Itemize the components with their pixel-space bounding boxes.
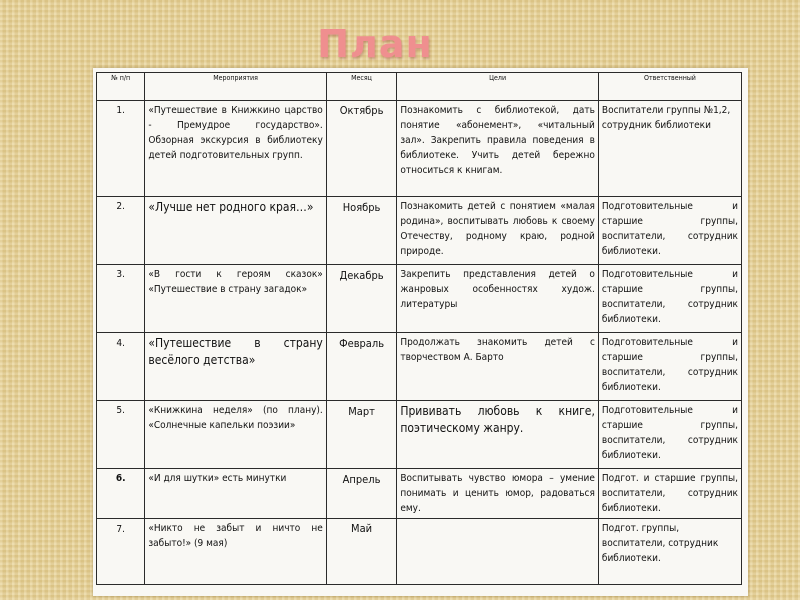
row-event: «Путешествие в страну весёлого детства»	[145, 333, 326, 401]
row-responsible: Подготовительные и старшие группы, воспитатели, сотрудник библиотеки.	[598, 401, 741, 469]
row-num: 6.	[97, 469, 145, 519]
row-event: «Книжкина неделя» (по плану). «Солнечные капельки поэзии»	[145, 401, 326, 469]
row-month: Декабрь	[326, 265, 397, 333]
table-row	[97, 101, 742, 197]
row-event: «В гости к героям сказок» «Путешествие в страну загадок»	[145, 265, 326, 333]
row-responsible: Подгот. и старшие группы, воспитатели, сотрудник библиотеки.	[598, 469, 741, 519]
row-goals: Познакомить с библиотекой, дать понятие «абонемент», «читальный зал». Закрепить правила поведения в библиотеке. Учить детей бережно относиться к книгам.	[397, 101, 599, 197]
row-month: Ноябрь	[326, 197, 397, 265]
row-goals: Закрепить представления детей о жанровых особенностях худож. литературы	[397, 265, 599, 333]
row-goals: Воспитывать чувство юмора – умение понимать и ценить юмор, радоваться ему.	[397, 469, 599, 519]
table-row	[97, 333, 742, 401]
row-month: Май	[326, 519, 397, 585]
table-row	[97, 401, 742, 469]
row-goals: Прививать любовь к книге, поэтическому жанру.	[397, 401, 599, 469]
table-row	[97, 197, 742, 265]
row-num: 7.	[97, 519, 145, 585]
row-month: Март	[326, 401, 397, 469]
row-event: «Лучше нет родного края…»	[145, 197, 326, 265]
header-month: Месяц	[326, 73, 397, 101]
row-month: Октябрь	[326, 101, 397, 197]
row-num: 2.	[97, 197, 145, 265]
table-row	[97, 519, 742, 585]
row-responsible: Подгот. группы, воспитатели, сотрудник библиотеки.	[598, 519, 741, 585]
row-num: 3.	[97, 265, 145, 333]
header-num: № п/п	[97, 73, 145, 101]
header-event: Мероприятия	[145, 73, 326, 101]
plan-table	[96, 72, 742, 585]
row-num: 1.	[97, 101, 145, 197]
row-event: «Путешествие в Книжкино царство - Премудрое государство». Обзорная экскурсия в библиотеку детей подготовительных групп.	[145, 101, 326, 197]
header-responsible: Ответственный	[598, 73, 741, 101]
row-num: 5.	[97, 401, 145, 469]
header-goals: Цели	[397, 73, 599, 101]
row-month: Апрель	[326, 469, 397, 519]
row-month: Февраль	[326, 333, 397, 401]
page-title: План	[317, 22, 433, 66]
row-responsible: Воспитатели группы №1,2, сотрудник библиотеки	[598, 101, 741, 197]
row-responsible: Подготовительные и старшие группы, воспитатели, сотрудник библиотеки.	[598, 333, 741, 401]
row-goals	[397, 519, 599, 585]
row-event: «Никто не забыт и ничто не забыто!» (9 мая)	[145, 519, 326, 585]
table-row	[97, 265, 742, 333]
row-event: «И для шутки» есть минутки	[145, 469, 326, 519]
row-responsible: Подготовительные и старшие группы, воспитатели, сотрудник библиотеки.	[598, 197, 741, 265]
row-goals: Познакомить детей с понятием «малая родина», воспитывать любовь к своему Отечеству, родному краю, родной природе.	[397, 197, 599, 265]
row-responsible: Подготовительные и старшие группы, воспитатели, сотрудник библиотеки.	[598, 265, 741, 333]
row-num: 4.	[97, 333, 145, 401]
table-header-row	[97, 73, 742, 101]
table-row	[97, 469, 742, 519]
row-goals: Продолжать знакомить детей с творчеством А. Барто	[397, 333, 599, 401]
